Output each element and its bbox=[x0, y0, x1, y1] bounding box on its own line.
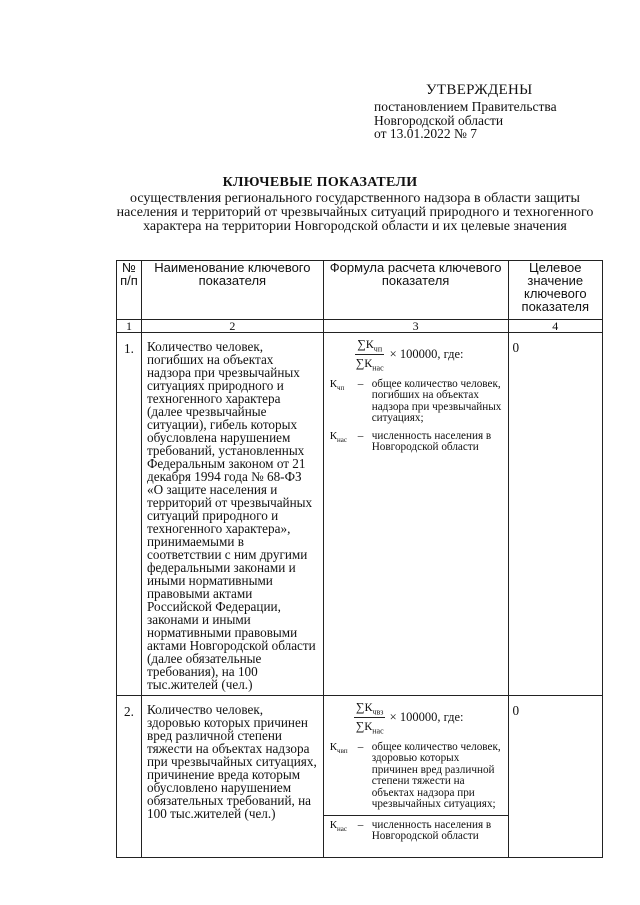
formula-expression bbox=[330, 337, 504, 373]
definition-text: численность населения в Новгородской области bbox=[371, 818, 492, 843]
document-subtitle: осуществления регионального государственного надзора в области защиты населения и территорий от чрезвычайных ситуаций природного и техногенного характера на территории Новгородской области и их целевые значения bbox=[116, 191, 594, 234]
formula-definition bbox=[330, 742, 504, 811]
definition-subscript: чвп bbox=[337, 746, 348, 755]
numerator-subscript: чп bbox=[373, 344, 383, 354]
fraction-denominator: ∑К bbox=[355, 719, 373, 734]
definition-text: общее количество человек, здоровью которых причинен вред различной степени тяжести на объектах надзора при чрезвычайных ситуациях; bbox=[371, 740, 501, 811]
definition-symbol: К bbox=[329, 377, 338, 390]
table-header-row bbox=[117, 261, 603, 320]
column-number: 3 bbox=[323, 320, 508, 333]
table-row bbox=[117, 696, 603, 858]
denominator-subscript: нас bbox=[372, 726, 384, 736]
fraction-numerator: ∑К bbox=[355, 700, 373, 714]
column-number: 4 bbox=[508, 320, 602, 333]
numerator-subscript: чвз bbox=[372, 707, 384, 717]
denominator-subscript: нас bbox=[372, 363, 384, 373]
approval-line-3: от 13.01.2022 № 7 bbox=[374, 126, 477, 141]
document-title: КЛЮЧЕВЫЕ ПОКАЗАТЕЛИ bbox=[222, 175, 418, 190]
approval-details bbox=[374, 100, 557, 141]
definition-dash: – bbox=[357, 818, 364, 831]
formula-fraction bbox=[354, 700, 386, 736]
formula-definition bbox=[330, 820, 504, 843]
column-number: 2 bbox=[142, 320, 324, 333]
indicators-table bbox=[116, 260, 603, 858]
definition-text: общее количество человек, погибших на объектах надзора при чрезвычайных ситуациях; bbox=[371, 377, 502, 425]
header-target: Целевое значение ключевого показателя bbox=[508, 261, 602, 320]
formula-definition bbox=[330, 431, 504, 454]
header-name: Наименование ключевого показателя bbox=[142, 261, 324, 320]
approval-line-2: Новгородской области bbox=[374, 112, 504, 128]
definition-subscript: нас bbox=[337, 435, 348, 444]
definition-subscript: нас bbox=[337, 824, 348, 833]
indicator-name: Количество человек, здоровью которых причинен вред различной степени тяжести на объектах надзора при чрезвычайных ситуациях, причинение вреда которым обусловлено нарушением обязательных требований, на 100 тыс.жителей (чел.) bbox=[142, 696, 324, 858]
header-formula: Формула расчета ключевого показателя bbox=[323, 261, 508, 320]
header-num: № п/п bbox=[117, 261, 142, 320]
definition-symbol: К bbox=[329, 818, 338, 831]
definition-symbol: К bbox=[329, 429, 338, 442]
indicator-formula bbox=[323, 696, 508, 858]
indicator-formula bbox=[323, 333, 508, 696]
table-row bbox=[117, 333, 603, 696]
definition-dash: – bbox=[357, 740, 364, 753]
target-value: 0 bbox=[508, 696, 602, 858]
definition-symbol: К bbox=[329, 740, 338, 753]
definition-dash: – bbox=[357, 377, 364, 390]
fraction-numerator: ∑К bbox=[357, 337, 374, 351]
definition-divider bbox=[324, 815, 508, 816]
formula-multiplier: × 100000, где: bbox=[389, 710, 464, 725]
approval-heading: УТВЕРЖДЕНЫ bbox=[426, 82, 533, 98]
indicator-name: Количество человек, погибших на объектах надзора при чрезвычайных ситуациях природного и техногенного характера (далее чрезвычайные ситуации), гибель которых обусловлена нарушением требований, установленных Федеральным законом от 21 декабря 1994 года № 68-ФЗ «О защите населения и территорий от чрезвычайных ситуаций природного и техногенного характера», принимаемыми в соответствии с ним другими федеральными законами и иными нормативными правовыми актами Российской Федерации, законами и иными нормативными правовыми актами Новгородской области (далее обязательные требования), на 100 тыс.жителей (чел.) bbox=[142, 333, 324, 696]
column-number-row bbox=[117, 320, 603, 333]
approval-line-1: постановлением Правительства bbox=[374, 99, 557, 114]
formula-expression bbox=[330, 700, 504, 736]
row-number: 1. bbox=[117, 333, 142, 696]
definition-subscript: чп bbox=[337, 383, 345, 392]
fraction-denominator: ∑К bbox=[355, 356, 373, 371]
definition-dash: – bbox=[357, 429, 364, 442]
formula-definition bbox=[330, 379, 504, 425]
formula-fraction bbox=[354, 337, 386, 373]
formula-multiplier: × 100000, где: bbox=[389, 347, 464, 362]
target-value: 0 bbox=[508, 333, 602, 696]
column-number: 1 bbox=[117, 320, 142, 333]
definition-text: численность населения в Новгородской области bbox=[371, 429, 492, 454]
row-number: 2. bbox=[117, 696, 142, 858]
